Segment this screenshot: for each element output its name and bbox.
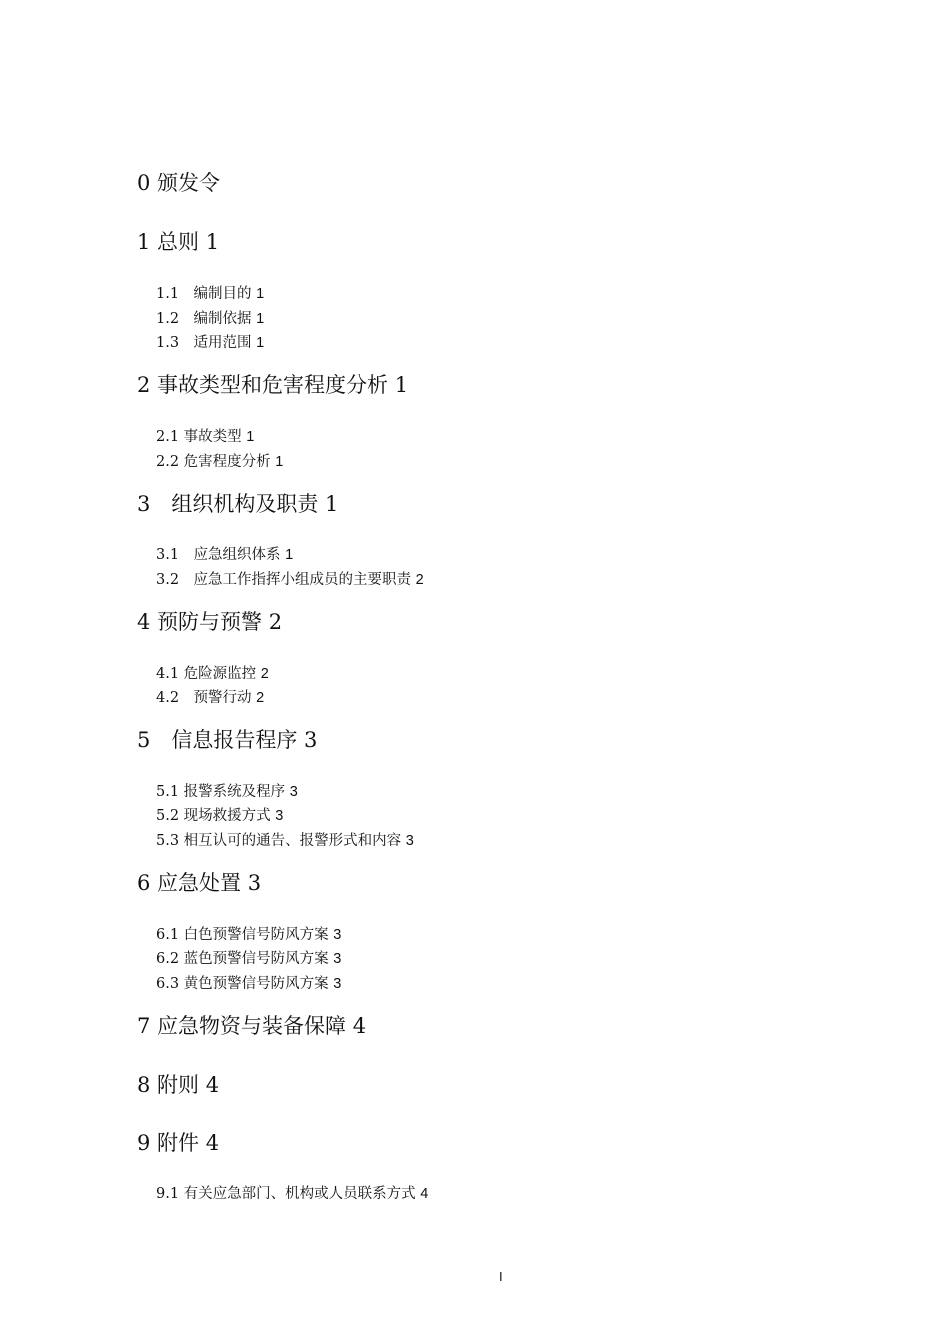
toc-entry-title: 3.2 应急工作指挥小组成员的主要职责 [156, 572, 416, 588]
toc-entry-title: 6 应急处置 [137, 871, 248, 895]
toc-entry-5[interactable] [137, 730, 317, 751]
toc-entry-title: 1.3 适用范围 [156, 335, 257, 351]
toc-entry-6-1[interactable] [156, 928, 341, 943]
toc-entry-title: 6.2 蓝色预警信号防风方案 [156, 951, 334, 967]
toc-entry-page: 3 [333, 976, 342, 992]
toc-entry-title: 9.1 有关应急部门、机构或人员联系方式 [156, 1186, 421, 1202]
toc-entry-page: 3 [304, 728, 318, 752]
toc-entry-1-1[interactable] [156, 287, 264, 302]
toc-entry-title: 6.1 白色预警信号防风方案 [156, 927, 334, 943]
toc-entry-4-2[interactable] [156, 691, 264, 706]
toc-entry-title: 2.1 事故类型 [156, 429, 247, 445]
toc-entry-4-1[interactable] [156, 667, 269, 682]
toc-entry-5-1[interactable] [156, 785, 298, 800]
toc-entry-page: 1 [256, 286, 265, 302]
toc-entry-title: 5.3 相互认可的通告、报警形式和内容 [156, 833, 406, 849]
toc-entry-6-2[interactable] [156, 952, 341, 967]
toc-entry-2-1[interactable] [156, 430, 254, 445]
toc-entry-3-1[interactable] [156, 548, 293, 563]
toc-entry-title: 8 附则 [137, 1073, 206, 1097]
toc-entry-page: 3 [289, 784, 298, 800]
toc-entry-page: 3 [275, 808, 284, 824]
toc-entry-title: 4.1 危险源监控 [156, 666, 261, 682]
toc-entry-6[interactable] [137, 873, 261, 894]
toc-entry-page: 4 [205, 1131, 220, 1155]
toc-entry-page: 1 [325, 492, 339, 516]
toc-entry-6-3[interactable] [156, 977, 341, 992]
toc-entry-2[interactable] [137, 375, 408, 396]
toc-entry-page: 2 [256, 690, 265, 706]
toc-entry-page: 3 [405, 833, 414, 849]
toc-entry-1[interactable] [137, 232, 219, 253]
toc-entry-page: 3 [333, 951, 342, 967]
toc-entry-title: 6.3 黄色预警信号防风方案 [156, 976, 334, 992]
toc-entry-title: 2.2 危害程度分析 [156, 454, 276, 470]
toc-entry-5-3[interactable] [156, 834, 414, 849]
toc-entry-1-3[interactable] [156, 336, 264, 351]
toc-entry-3-2[interactable] [156, 573, 424, 588]
toc-entry-page: 1 [205, 230, 220, 254]
toc-entry-title: 7 应急物资与装备保障 [137, 1014, 353, 1038]
toc-entry-page: 4 [205, 1073, 220, 1097]
toc-entry-page: 1 [285, 547, 294, 563]
toc-entry-page: 2 [268, 610, 283, 634]
toc-entry-5-2[interactable] [156, 809, 283, 824]
toc-entry-page: 3 [333, 927, 342, 943]
toc-entry-title: 1 总则 [137, 230, 206, 254]
toc-entry-title: 1.2 编制依据 [156, 311, 257, 327]
toc-entry-3[interactable] [137, 494, 338, 515]
toc-entry-9-1[interactable] [156, 1187, 428, 1202]
toc-entry-title: 5 信息报告程序 [137, 728, 305, 752]
toc-entry-page: 4 [352, 1014, 367, 1038]
toc-entry-9[interactable] [137, 1133, 219, 1154]
toc-entry-0[interactable] [137, 173, 220, 194]
toc-entry-2-2[interactable] [156, 455, 283, 470]
toc-entry-page: 1 [394, 373, 409, 397]
toc-entry-page: 4 [420, 1186, 429, 1202]
toc-entry-page: 1 [256, 311, 265, 327]
toc-entry-4[interactable] [137, 612, 282, 633]
toc-entry-page: 2 [415, 572, 424, 588]
toc-entry-page: 1 [246, 429, 255, 445]
toc-entry-7[interactable] [137, 1016, 366, 1037]
toc-entry-8[interactable] [137, 1075, 219, 1096]
toc-entry-title: 5.2 现场救援方式 [156, 808, 276, 824]
toc-entry-page: 2 [260, 666, 269, 682]
toc-entry-title: 0 颁发令 [137, 171, 221, 195]
toc-entry-page: 3 [247, 871, 262, 895]
toc-entry-title: 2 事故类型和危害程度分析 [137, 373, 395, 397]
toc-entry-title: 5.1 报警系统及程序 [156, 784, 290, 800]
toc-entry-title: 3 组织机构及职责 [137, 492, 326, 516]
toc-entry-title: 4.2 预警行动 [156, 690, 257, 706]
toc-entry-1-2[interactable] [156, 312, 264, 327]
toc-entry-title: 3.1 应急组织体系 [156, 547, 286, 563]
toc-entry-title: 9 附件 [137, 1131, 206, 1155]
toc-entry-page: 1 [275, 454, 284, 470]
toc-entry-title: 1.1 编制目的 [156, 286, 257, 302]
page-number: I [499, 1269, 503, 1284]
toc-entry-title: 4 预防与预警 [137, 610, 269, 634]
toc-entry-page: 1 [256, 335, 265, 351]
